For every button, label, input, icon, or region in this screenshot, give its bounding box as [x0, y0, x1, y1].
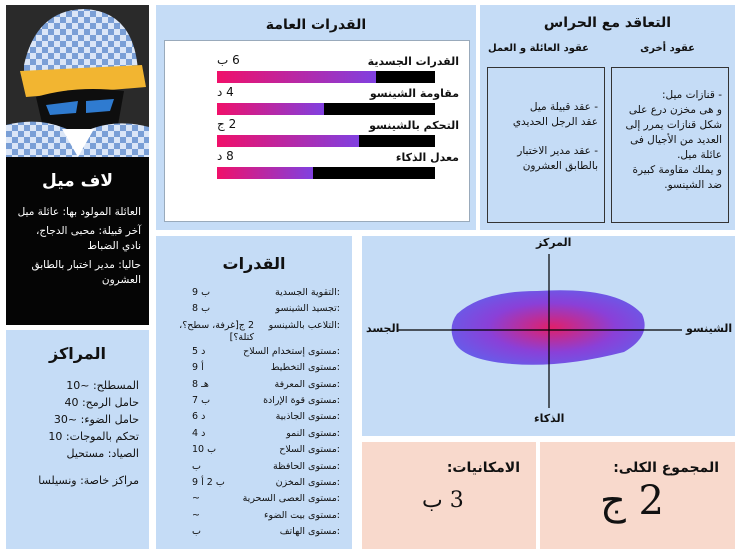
potential-value: 3 ب — [422, 488, 464, 513]
centers-title: المراكز — [49, 344, 106, 363]
stats-radar-panel — [362, 236, 735, 436]
radar-left-label: الجسد — [366, 322, 400, 335]
stat-bar-fill — [217, 135, 359, 147]
family-contracts-box — [487, 67, 605, 223]
stat-bar — [217, 167, 435, 179]
ability-row: مستوى الهاتف: ب — [192, 526, 340, 538]
ability-row: التقوية الجسدية: 9 ب — [192, 287, 340, 298]
centers-special: مراكز خاصة: ونسيلسا — [38, 474, 139, 487]
centers-row: حامل الضوء: ~30 — [53, 413, 139, 426]
other-contracts-header: عقود أخرى — [640, 43, 695, 54]
stat-label: التحكم بالشينسو — [369, 119, 459, 132]
stat-label: القدرات الجسدية — [367, 55, 459, 68]
ability-row: مستوى السلاح: 10 ب — [192, 444, 340, 456]
ability-row: مستوى قوة الإرادة: 7 ب — [192, 394, 340, 406]
stat-row — [177, 55, 459, 85]
stat-bar-fill — [217, 103, 324, 115]
stat-grade: 8 د — [217, 149, 234, 163]
ability-row: مستوى المخزن: 9 ب 2 أ — [192, 476, 340, 488]
stats-radar-graph — [362, 236, 735, 436]
stat-bar — [217, 135, 435, 147]
ability-row: مستوى المعرفة: 8 هـ — [192, 378, 340, 390]
stat-label: معدل الذكاء — [395, 151, 459, 164]
stat-grade: 4 د — [217, 85, 234, 99]
profile-panel — [6, 157, 149, 325]
abilities-panel — [156, 236, 352, 549]
stat-label: مقاومة الشينسو — [369, 87, 459, 100]
centers-row: تحكم بالموجات: 10 — [48, 430, 139, 443]
character-portrait-image — [6, 5, 149, 157]
ability-row: مستوى بيت الضوء: ~ — [192, 509, 340, 521]
ability-row: مستوى الحافظة: ب — [192, 460, 340, 472]
ability-row: مستوى العصى السحرية: ~ — [192, 493, 340, 505]
stat-bar — [217, 71, 435, 83]
stat-row — [177, 119, 459, 149]
radar-bottom-label: الذكاء — [534, 412, 565, 425]
centers-row: الصياد: مستحيل — [66, 447, 139, 460]
character-portrait — [6, 5, 149, 157]
potential-label: الامكانيات: — [446, 460, 520, 476]
ability-row: مستوى التخطيط: 9 أ — [192, 362, 340, 374]
profile-last-tribe: آخر قبيلة: محبى الدجاج، نادي الضباط — [35, 225, 141, 252]
stat-row — [177, 151, 459, 181]
total-label: المجموع الكلى: — [613, 460, 719, 476]
radar-shape — [452, 290, 645, 365]
ability-row: مستوى إستخدام السلاح: 5 د — [192, 345, 340, 357]
family-contract-line: - عقد مدير الاختبار بالطابق العشرون — [517, 145, 598, 172]
total-panel — [540, 442, 735, 549]
profile-birth-family: العائلة المولود بها: عائلة ميل — [17, 206, 141, 218]
other-contracts-box — [611, 67, 729, 223]
general-abilities-box — [164, 40, 470, 222]
ability-row: مستوى النمو: 4 د — [192, 427, 340, 439]
general-abilities-title: القدرات العامة — [265, 17, 367, 33]
stat-row — [177, 87, 459, 117]
profile-current: حاليا: مدير اختبار بالطابق العشرون — [31, 259, 141, 286]
contracts-title: التعاقد مع الحراس — [543, 15, 672, 31]
radar-right-label: الشينسو — [686, 322, 733, 335]
stat-grade: 2 ج — [217, 117, 237, 131]
potential-panel — [362, 442, 536, 549]
ability-row: مستوى الجاذبية: 6 د — [192, 411, 340, 423]
family-contracts-header: عقود العائلة و العمل — [487, 43, 589, 54]
contracts-panel — [480, 5, 735, 230]
other-contract-line: و هى مخزن درع على شكل قنازات يمرر إلى العديد من الأجيال فى عائلة ميل. — [625, 104, 722, 161]
centers-row: المسطلح: ~10 — [66, 379, 139, 392]
stat-grade: 6 ب — [217, 53, 240, 67]
other-contract-line: و يملك مقاومة كبيرة ضد الشينسو. — [632, 164, 722, 191]
family-contract-line: - عقد قبيلة ميل — [529, 101, 598, 113]
character-name: لاف ميل — [42, 171, 113, 191]
other-contract-line: - قنازات ميل: — [661, 89, 722, 101]
radar-top-label: المركز — [536, 236, 572, 249]
general-abilities-panel — [156, 5, 476, 230]
family-contract-line: عقد الرجل الحديدي — [512, 116, 598, 128]
stat-bar — [217, 103, 435, 115]
ability-row: التلاعب بالشينسو: 2 ج[غرفة، سطح؟، كتلة؟] — [179, 319, 340, 343]
stat-bar-fill — [217, 167, 313, 179]
abilities-title: القدرات — [222, 254, 286, 273]
ability-row: تجسيد الشينسو: 8 ب — [192, 303, 340, 315]
total-value: 2 ج — [600, 478, 664, 524]
centers-panel — [6, 330, 149, 549]
stat-bar-fill — [217, 71, 376, 83]
centers-row: حامل الرمح: 40 — [64, 396, 139, 409]
